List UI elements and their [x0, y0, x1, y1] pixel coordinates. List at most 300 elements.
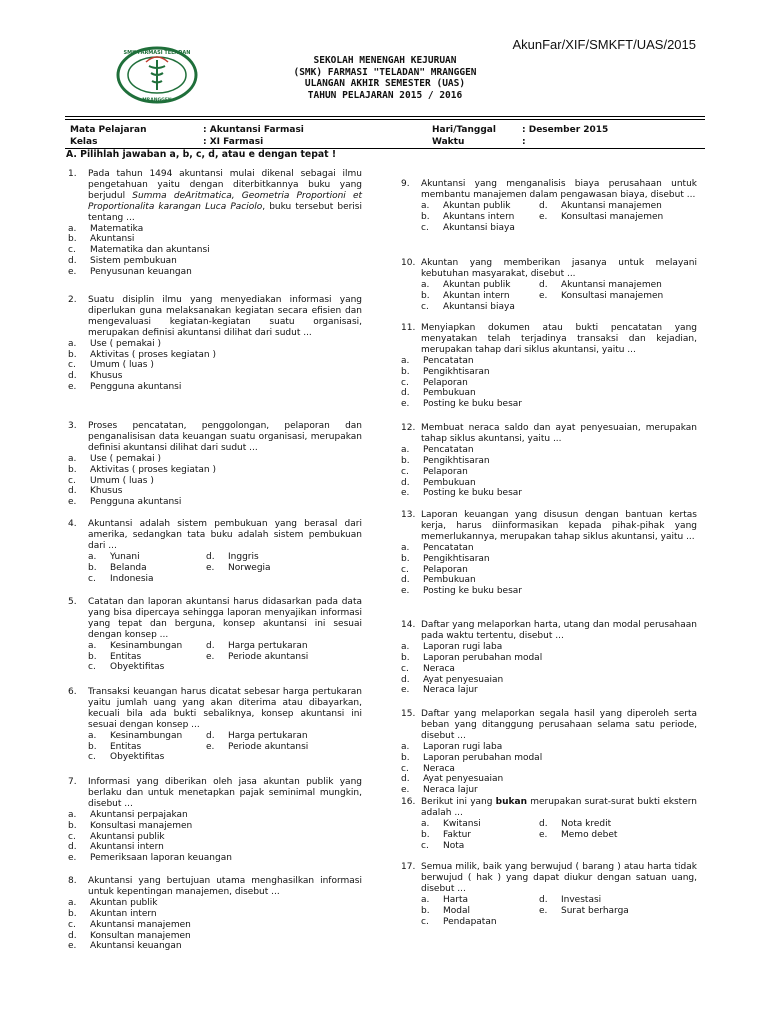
- option: [88, 731, 206, 742]
- info-class-value: : XI Farmasi: [203, 137, 264, 147]
- option-text: a.: [421, 894, 430, 905]
- option-text: Harga pertukaran: [228, 640, 308, 651]
- option-text: Pengikhtisaran: [423, 455, 490, 466]
- option-text: Pelaporan: [423, 564, 468, 575]
- option-text: Obyektifitas: [110, 752, 165, 763]
- info-time-label: Waktu: [432, 137, 465, 147]
- option-text: c.: [421, 301, 429, 312]
- question-16: [401, 797, 697, 852]
- option: [421, 917, 539, 928]
- option-text: b.: [421, 829, 430, 840]
- question-text: Akuntan yang memberikan jasanya untuk melayani kebutuhan masyarakat, disebut ...: [421, 258, 697, 279]
- option: [421, 280, 539, 291]
- option: [68, 497, 362, 508]
- option-text: Akuntansi perpajakan: [90, 809, 188, 820]
- option-text: d.: [401, 388, 410, 399]
- option-text: Belanda: [110, 562, 147, 573]
- option-text: Use ( pemakai ): [90, 453, 162, 464]
- option: [206, 563, 362, 574]
- logo-bottom-text: MRANGGEN: [142, 98, 172, 103]
- option-text: a.: [88, 730, 97, 741]
- option-text: Akuntansi manajemen: [561, 279, 662, 290]
- question-number: 10.: [401, 258, 416, 268]
- question-17: [401, 862, 697, 927]
- option-text: Periode akuntansi: [228, 651, 309, 662]
- option-grid: [88, 641, 362, 674]
- option-text: d.: [401, 774, 410, 785]
- option: [421, 819, 539, 830]
- option-text: d.: [539, 818, 548, 829]
- question-text: Informasi yang diberikan oleh jasa akuntan publik yang berlaku dan untuk menetapkan pajak seminimal mungkin, disebut ...: [88, 777, 362, 809]
- option-text: b.: [401, 455, 410, 466]
- header-rule-bottom: [65, 119, 705, 120]
- question-number: 13.: [401, 510, 416, 520]
- option-text: e.: [68, 267, 77, 278]
- option-text: Neraca: [423, 663, 455, 674]
- question-number: 16.: [401, 797, 416, 807]
- option-text: d.: [401, 575, 410, 586]
- option-empty: [206, 574, 362, 585]
- option: [88, 662, 206, 673]
- option-text: e.: [206, 562, 215, 573]
- option: [539, 212, 697, 223]
- option-empty: [206, 752, 362, 763]
- header-rule-top: [65, 116, 705, 117]
- option-text: a.: [421, 818, 430, 829]
- option-text: Matematika dan akuntansi: [90, 245, 210, 256]
- option: [421, 212, 539, 223]
- option-text: Konsultan manajemen: [90, 930, 191, 941]
- option: [401, 488, 697, 499]
- option-text: d.: [206, 551, 215, 562]
- option-text: c.: [88, 662, 96, 673]
- option-text: Laporan rugi laba: [423, 741, 503, 752]
- option: [401, 356, 697, 367]
- option-text: d.: [539, 200, 548, 211]
- info-subject-label: Mata Pelajaran: [70, 125, 147, 135]
- option: [88, 552, 206, 563]
- option-text: e.: [68, 941, 77, 952]
- option-empty: [206, 662, 362, 673]
- option: [401, 467, 697, 478]
- option: [401, 785, 697, 796]
- question-number: 6.: [68, 687, 77, 697]
- option: [421, 906, 539, 917]
- option-text: Use ( pemakai ): [90, 338, 162, 349]
- question-7: [68, 777, 362, 864]
- option: [401, 565, 697, 576]
- option-text: a.: [88, 551, 97, 562]
- option-text: Laporan perubahan modal: [423, 752, 543, 763]
- option: [68, 465, 362, 476]
- option: [68, 931, 362, 942]
- option: [88, 574, 206, 585]
- option-text: Harga pertukaran: [228, 730, 308, 741]
- option-text: Akuntan intern: [90, 908, 157, 919]
- option-text: e.: [539, 211, 548, 222]
- option-text: b.: [88, 651, 97, 662]
- option-text: d.: [68, 930, 77, 941]
- option-text: a.: [401, 641, 410, 652]
- option: [401, 378, 697, 389]
- question-text: Akuntansi yang menganalisis biaya perusahaan untuk membantu manajemen dalam pengawasan biaya, disebut ...: [421, 179, 697, 200]
- question-5: [68, 597, 362, 673]
- option: [68, 920, 362, 931]
- option: [421, 223, 539, 234]
- question-text: Daftar yang melaporkan harta, utang dan modal perusahaan pada waktu tertentu, disebut ...: [421, 620, 697, 641]
- option: [401, 764, 697, 775]
- option: [88, 742, 206, 753]
- option-text: Akuntansi manajemen: [90, 919, 191, 930]
- option: [421, 841, 539, 852]
- option-grid: [88, 731, 362, 764]
- option-text: a.: [88, 640, 97, 651]
- option: [206, 641, 362, 652]
- option-text: Umum ( luas ): [90, 360, 154, 371]
- option-text: Akuntansi keuangan: [90, 941, 182, 952]
- option-text: d.: [68, 842, 77, 853]
- option-text: a.: [68, 809, 77, 820]
- option-text: Neraca: [423, 763, 455, 774]
- option-text: c.: [421, 840, 429, 851]
- option: [68, 842, 362, 853]
- option-text: Indonesia: [110, 573, 154, 584]
- question-15: [401, 709, 697, 796]
- option-text: d.: [68, 256, 77, 267]
- option: [421, 291, 539, 302]
- option-text: Akuntan publik: [90, 897, 158, 908]
- option-text: Periode akuntansi: [228, 741, 309, 752]
- question-number: 7.: [68, 777, 77, 787]
- question-1: [68, 169, 362, 278]
- option-text: Nota kredit: [561, 818, 612, 829]
- option: [539, 895, 697, 906]
- option-text: Akuntan publik: [443, 200, 511, 211]
- option-text: a.: [68, 223, 77, 234]
- option: [68, 853, 362, 864]
- option-text: Pembukuan: [423, 388, 476, 399]
- school-header: [200, 55, 570, 101]
- question-number: 17.: [401, 862, 416, 872]
- option-text: Akuntan publik: [443, 279, 511, 290]
- option-text: Umum ( luas ): [90, 475, 154, 486]
- option: [68, 486, 362, 497]
- option: [88, 752, 206, 763]
- option-grid: [421, 819, 697, 852]
- option: [401, 445, 697, 456]
- option-text: d.: [206, 730, 215, 741]
- option-text: b.: [421, 290, 430, 301]
- question-number: 12.: [401, 423, 416, 433]
- option-text: c.: [421, 222, 429, 233]
- option-text: Konsultasi manajemen: [561, 211, 664, 222]
- option: [206, 552, 362, 563]
- option: [88, 563, 206, 574]
- option-text: d.: [206, 640, 215, 651]
- option-text: Pencatatan: [423, 355, 474, 366]
- option-text: Pengguna akuntansi: [90, 382, 182, 393]
- info-date-label: Hari/Tanggal: [432, 125, 496, 135]
- option-text: Aktivitas ( proses kegiatan ): [90, 464, 216, 475]
- option: [206, 742, 362, 753]
- question-6: [68, 687, 362, 763]
- option-text: Penyusunan keuangan: [90, 267, 192, 278]
- question-number: 5.: [68, 597, 77, 607]
- option: [421, 895, 539, 906]
- option-text: b.: [68, 234, 77, 245]
- option-text: Nota: [443, 840, 465, 851]
- option-text: c.: [401, 377, 409, 388]
- option-empty: [539, 841, 697, 852]
- option: [68, 360, 362, 371]
- option-text: e.: [68, 853, 77, 864]
- question-4: [68, 519, 362, 584]
- question-text: Akuntansi adalah sistem pembukuan yang berasal dari amerika, sedangkan tata buku adalah sistem pembukuan dari ...: [88, 519, 362, 551]
- option-grid: [421, 895, 697, 928]
- option-text: Norwegia: [228, 562, 271, 573]
- option-text: e.: [68, 497, 77, 508]
- option-text: Pendapatan: [443, 916, 497, 927]
- option-text: e.: [539, 829, 548, 840]
- option: [68, 941, 362, 952]
- option-text: Aktivitas ( proses kegiatan ): [90, 349, 216, 360]
- option-text: a.: [401, 741, 410, 752]
- option: [68, 224, 362, 235]
- question-10: [401, 258, 697, 313]
- option: [401, 586, 697, 597]
- question-text: Akuntansi yang bertujuan utama menghasilkan informasi untuk kepentingan manajemen, disebut ...: [88, 876, 362, 897]
- option: [68, 382, 362, 393]
- option-text: Khusus: [90, 486, 123, 497]
- option-text: Posting ke buku besar: [423, 488, 522, 499]
- option: [68, 339, 362, 350]
- option-empty: [539, 223, 697, 234]
- option: [539, 819, 697, 830]
- logo-text: SMK FARMASI TELADAN: [123, 50, 191, 56]
- option-text: Pelaporan: [423, 466, 468, 477]
- option-text: Pelaporan: [423, 377, 468, 388]
- question-text: Berikut ini yang bukan merupakan surat-surat bukti ekstern adalah ...: [421, 797, 697, 818]
- option-grid: [421, 201, 697, 234]
- option: [401, 543, 697, 554]
- option-text: a.: [68, 897, 77, 908]
- option-text: Inggris: [228, 551, 259, 562]
- option: [401, 554, 697, 565]
- question-number: 3.: [68, 421, 77, 431]
- question-number: 8.: [68, 876, 77, 886]
- option-text: Akuntansi intern: [90, 842, 164, 853]
- question-text: Semua milik, baik yang berwujud ( barang ) atau harta tidak berwujud ( hak ) yang dapat diukur dengan satuan uang, disebut ...: [421, 862, 697, 894]
- option-text: Akuntansi: [90, 234, 135, 245]
- info-class-label: Kelas: [70, 137, 98, 147]
- option-text: Neraca lajur: [423, 785, 478, 796]
- option-text: Ayat penyesuaian: [423, 674, 504, 685]
- question-text: Membuat neraca saldo dan ayat penyesuaian, merupakan tahap siklus akuntansi, yaitu ...: [421, 423, 697, 444]
- option-text: Pengikhtisaran: [423, 366, 490, 377]
- question-text: Proses pencatatan, penggolongan, pelaporan dan penganalisisan data keuangan suatu organisasi, merupakan definisi akuntansi dilihat dari sudut ...: [88, 421, 362, 453]
- option-text: Kwitansi: [443, 818, 481, 829]
- option-text: Pembukuan: [423, 575, 476, 586]
- option: [401, 742, 697, 753]
- option-text: d.: [539, 279, 548, 290]
- option-text: b.: [421, 211, 430, 222]
- option: [88, 641, 206, 652]
- question-number: 9.: [401, 179, 410, 189]
- option-text: e.: [539, 905, 548, 916]
- option-text: Yunani: [110, 551, 140, 562]
- option: [539, 291, 697, 302]
- question-text: Daftar yang melaporkan segala hasil yang diperoleh serta beban yang ditanggung perusahaan selama satu periode, disebut ...: [421, 709, 697, 741]
- option-text: c.: [68, 919, 76, 930]
- option: [539, 830, 697, 841]
- option-text: Pembukuan: [423, 477, 476, 488]
- option-text: Pengguna akuntansi: [90, 497, 182, 508]
- header-line: SEKOLAH MENENGAH KEJURUAN: [313, 55, 457, 66]
- option-text: a.: [68, 338, 77, 349]
- option-text: Akuntansi biaya: [443, 222, 515, 233]
- option-text: Konsultasi manajemen: [561, 290, 664, 301]
- question-number: 1.: [68, 169, 77, 179]
- info-subject-value: : Akuntansi Farmasi: [203, 125, 304, 135]
- option-text: b.: [68, 820, 77, 831]
- question-text: Pada tahun 1494 akuntansi mulai dikenal sebagai ilmu pengetahuan yaitu dengan diterbitkannya buku yang berjudul Summa deAritmatica, Geometria Proportioni et Proportionalita karangan Luca Paciolo, buku tersebut berisi tentang ...: [88, 169, 363, 223]
- option: [68, 810, 362, 821]
- option-text: b.: [88, 562, 97, 573]
- info-date-value: : Desember 2015: [522, 125, 609, 135]
- option-text: c.: [401, 564, 409, 575]
- option-text: e.: [401, 488, 410, 499]
- option-empty: [539, 302, 697, 313]
- option-text: Surat berharga: [561, 905, 629, 916]
- option: [401, 456, 697, 467]
- option: [401, 367, 697, 378]
- option: [401, 399, 697, 410]
- option-text: a.: [401, 355, 410, 366]
- option-text: Pengikhtisaran: [423, 553, 490, 564]
- option: [401, 774, 697, 785]
- option-text: d.: [401, 477, 410, 488]
- option: [401, 388, 697, 399]
- option-text: Kesinambungan: [110, 730, 183, 741]
- option: [68, 267, 362, 278]
- question-text: Suatu disiplin ilmu yang menyediakan informasi yang diperlukan guna melaksanakan kegiatan secara efisien dan mengevaluasi kegiatan-kegiatan suatu organisasi, merupakan definisi akuntansi dilihat dari sudut ...: [88, 295, 362, 338]
- question-number: 15.: [401, 709, 416, 719]
- option-text: Posting ke buku besar: [423, 399, 522, 410]
- option: [401, 753, 697, 764]
- option: [401, 664, 697, 675]
- option-grid: [421, 280, 697, 313]
- option-text: d.: [68, 371, 77, 382]
- option-text: e.: [539, 290, 548, 301]
- question-8: [68, 876, 362, 952]
- question-12: [401, 423, 697, 499]
- option-text: Pencatatan: [423, 444, 474, 455]
- option-text: e.: [206, 741, 215, 752]
- header-line: TAHUN PELAJARAN 2015 / 2016: [307, 89, 463, 101]
- option-text: b.: [401, 752, 410, 763]
- option-text: Faktur: [443, 829, 472, 840]
- option: [68, 234, 362, 245]
- option-text: Investasi: [561, 894, 602, 905]
- option-text: Akuntan intern: [443, 290, 510, 301]
- option: [206, 731, 362, 742]
- option-text: Obyektifitas: [110, 662, 165, 673]
- option: [539, 201, 697, 212]
- question-number: 11.: [401, 323, 416, 333]
- option-text: b.: [401, 366, 410, 377]
- option-text: b.: [401, 652, 410, 663]
- option-grid: [88, 552, 362, 585]
- option-text: Akuntansi publik: [90, 831, 165, 842]
- option-text: Pemeriksaan laporan keuangan: [90, 853, 232, 864]
- option-text: Laporan rugi laba: [423, 641, 503, 652]
- option: [68, 909, 362, 920]
- option: [401, 575, 697, 586]
- option-text: Akuntansi manajemen: [561, 200, 662, 211]
- option-text: Neraca lajur: [423, 685, 478, 696]
- option-text: e.: [206, 651, 215, 662]
- option-text: Akuntans intern: [443, 211, 515, 222]
- option-text: d.: [401, 674, 410, 685]
- question-9: [401, 179, 697, 234]
- option-text: Entitas: [110, 741, 142, 752]
- option-text: Harta: [443, 894, 469, 905]
- option: [539, 280, 697, 291]
- question-text: Menyiapkan dokumen atau bukti pencatatan yang menyatakan telah terjadinya transaksi dan kejadian, merupakan tahap dari siklus akuntansi, yaitu ...: [421, 323, 697, 355]
- option-text: c.: [68, 360, 76, 371]
- option: [68, 350, 362, 361]
- option-text: b.: [88, 741, 97, 752]
- option-text: Konsultasi manajemen: [90, 820, 193, 831]
- option: [421, 302, 539, 313]
- question-number: 14.: [401, 620, 416, 630]
- option: [88, 652, 206, 663]
- option-text: c.: [68, 831, 76, 842]
- option: [539, 906, 697, 917]
- school-logo: [116, 46, 198, 104]
- option-text: e.: [401, 685, 410, 696]
- option: [401, 653, 697, 664]
- question-3: [68, 421, 362, 508]
- option: [401, 478, 697, 489]
- option-empty: [539, 917, 697, 928]
- info-time-value: :: [522, 137, 526, 147]
- header-line: (SMK) FARMASI "TELADAN" MRANGGEN: [293, 66, 477, 78]
- option-text: b.: [68, 349, 77, 360]
- question-13: [401, 510, 697, 597]
- option: [68, 245, 362, 256]
- option: [421, 201, 539, 212]
- question-text: Laporan keuangan yang disusun dengan bantuan kertas kerja, harus diinformasikan kepada pihak-pihak yang memerlukannya, merupakan tahap siklus akuntansi, yaitu ...: [421, 510, 697, 542]
- option-text: a.: [68, 453, 77, 464]
- option: [68, 821, 362, 832]
- option-text: b.: [421, 905, 430, 916]
- option-text: a.: [421, 279, 430, 290]
- option-text: Posting ke buku besar: [423, 586, 522, 597]
- option: [421, 830, 539, 841]
- option-text: c.: [421, 916, 429, 927]
- option-text: c.: [88, 752, 96, 763]
- option-text: e.: [401, 586, 410, 597]
- option-text: Matematika: [90, 223, 144, 234]
- option: [68, 476, 362, 487]
- option: [68, 454, 362, 465]
- option-text: c.: [68, 245, 76, 256]
- option-text: c.: [401, 466, 409, 477]
- option-text: Pencatatan: [423, 542, 474, 553]
- option-text: c.: [401, 763, 409, 774]
- option-text: e.: [68, 382, 77, 393]
